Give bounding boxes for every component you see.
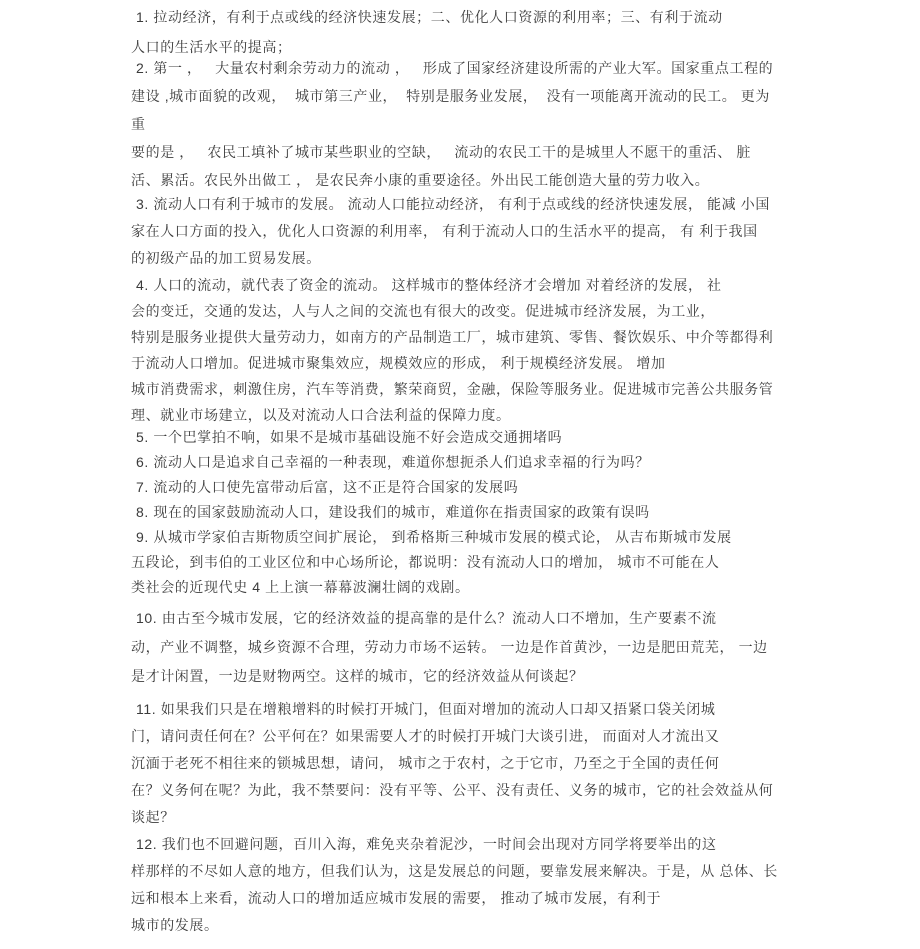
- paragraph-6: [131, 450, 831, 475]
- paragraph-10: [131, 604, 831, 691]
- paragraph-1-first-line: 1. 拉动经济，有利于点或线的经济快速发展；二、优化人口资源的利用率；三、有利于流动: [136, 9, 723, 25]
- paragraph-2: [131, 54, 831, 194]
- text-line: 门，请问责任何在？公平何在？如果需要人才的时候打开城门大谈引进， 而面对人才流出又: [131, 728, 720, 744]
- paragraph-8-first-line: 8. 现在的国家鼓励流动人口，建设我们的城市，难道你在指责国家的政策有误吗: [136, 504, 650, 520]
- paragraph-10-first-line: 10. 由古至今城市发展，它的经济效益的提高靠的是什么？流动人口不增加，生产要素不流: [136, 610, 717, 626]
- paragraph-6-first-line: 6. 流动人口是追求自己幸福的一种表现，难道你想扼杀人们追求幸福的行为吗？: [136, 454, 650, 470]
- text-line: 城市消费需求，刺激住房，汽车等消费，繁荣商贸，金融，保险等服务业。促进城市完善公共服务管: [131, 381, 774, 397]
- text-line: 在？义务何在呢？为此，我不禁要问：没有平等、公平、没有责任、义务的城市，它的社会效益从何: [131, 782, 774, 798]
- text-line: 要的是 ， 农民工填补了城市某些职业的空缺， 流动的农民工干的是城里人不愿干的重活、 脏: [131, 144, 751, 160]
- paragraph-5: [131, 425, 831, 450]
- paragraph-7: [131, 475, 831, 500]
- paragraph-4-first-line: 4. 人口的流动，就代表了资金的流动。 这样城市的整体经济才会增加 对着经济的发展， 社: [136, 277, 722, 293]
- text-line: 沉湎于老死不相往来的锁城思想，请问， 城市之于农村，之于它市，乃至之于全国的责任何: [131, 755, 720, 771]
- text-line: 重: [131, 116, 146, 132]
- text-line: 于流动人口增加。促进城市聚集效应，规模效应的形成， 利于规模经济发展。 增加: [131, 355, 666, 371]
- text-line: 人口的生活水平的提高；: [131, 39, 292, 55]
- text-line: 的初级产品的加工贸易发展。: [131, 250, 321, 266]
- paragraph-12-first-line: 12. 我们也不回避问题，百川入海，难免夹杂着泥沙，一时间会出现对方同学将要举出的这: [136, 836, 717, 852]
- paragraph-1: [131, 2, 831, 62]
- paragraph-11: [131, 696, 831, 831]
- paragraph-8: [131, 500, 831, 525]
- paragraph-3-first-line: 3. 流动人口有利于城市的发展。 流动人口能拉动经济， 有利于点或线的经济快速发展， 能减 小国: [136, 196, 770, 212]
- text-line: 是才计闲置，一边是财物两空。这样的城市，它的经济效益从何谈起？: [131, 668, 584, 684]
- paragraph-4: [131, 272, 831, 428]
- paragraph-11-first-line: 11. 如果我们只是在增粮增料的时候打开城门，但面对增加的流动人口却又捂紧口袋关闭城: [136, 701, 716, 717]
- text-line: 建设 ,城市面貌的改观， 城市第三产业， 特别是服务业发展， 没有一项能离开流动的民工。 更为: [131, 88, 771, 104]
- text-line: 家在人口方面的投入，优化人口资源的利用率， 有利于流动人口的生活水平的提高， 有 利于我国: [131, 223, 758, 239]
- text-line: 理、就业市场建立，以及对流动人口合法利益的保障力度。: [131, 407, 511, 423]
- paragraph-5-first-line: 5. 一个巴掌拍不响，如果不是城市基础设施不好会造成交通拥堵吗: [136, 429, 563, 445]
- text-line: 类社会的近现代史 4 上上演一幕幕波澜壮阔的戏剧。: [131, 579, 470, 595]
- text-line: 动，产业不调整，城乡资源不合理，劳动力市场不运转。 一边是作首黄沙，一边是肥田荒芜， 一边: [131, 639, 768, 655]
- paragraph-2-first-line: 2. 第一 ， 大量农村剩余劳动力的流动 ， 形成了国家经济建设所需的产业大军。国家重点工程的: [136, 60, 774, 76]
- paragraph-9: [131, 525, 831, 600]
- paragraph-12: [131, 831, 831, 939]
- paragraph-3: [131, 191, 831, 272]
- text-line: 活、累活。农民外出做工 ， 是农民奔小康的重要途径。外出民工能创造大量的劳力收入。: [131, 172, 710, 188]
- text-line: 样那样的不尽如人意的地方，但我们认为，这是发展总的问题，要靠发展来解决。于是，从 总体、长: [131, 863, 778, 879]
- paragraph-7-first-line: 7. 流动的人口使先富带动后富，这不正是符合国家的发展吗: [136, 479, 519, 495]
- paragraph-9-first-line: 9. 从城市学家伯吉斯物质空间扩展论， 到希格斯三种城市发展的模式论， 从吉布斯城市发展: [136, 529, 732, 545]
- text-line: 谈起？: [131, 809, 175, 825]
- text-line: 会的变迁，交通的发达，人与人之间的交流也有很大的改变。促进城市经济发展，为工业，: [131, 303, 715, 319]
- text-line: 特别是服务业提供大量劳动力，如南方的产品制造工厂，城市建筑、零售、餐饮娱乐、中介等都得利: [131, 329, 774, 345]
- text-line: 城市的发展。: [131, 917, 219, 933]
- text-line: 五段论，到韦伯的工业区位和中心场所论，都说明：没有流动人口的增加， 城市不可能在人: [131, 554, 720, 570]
- text-line: 远和根本上来看，流动人口的增加适应城市发展的需要， 推动了城市发展，有利于: [131, 890, 662, 906]
